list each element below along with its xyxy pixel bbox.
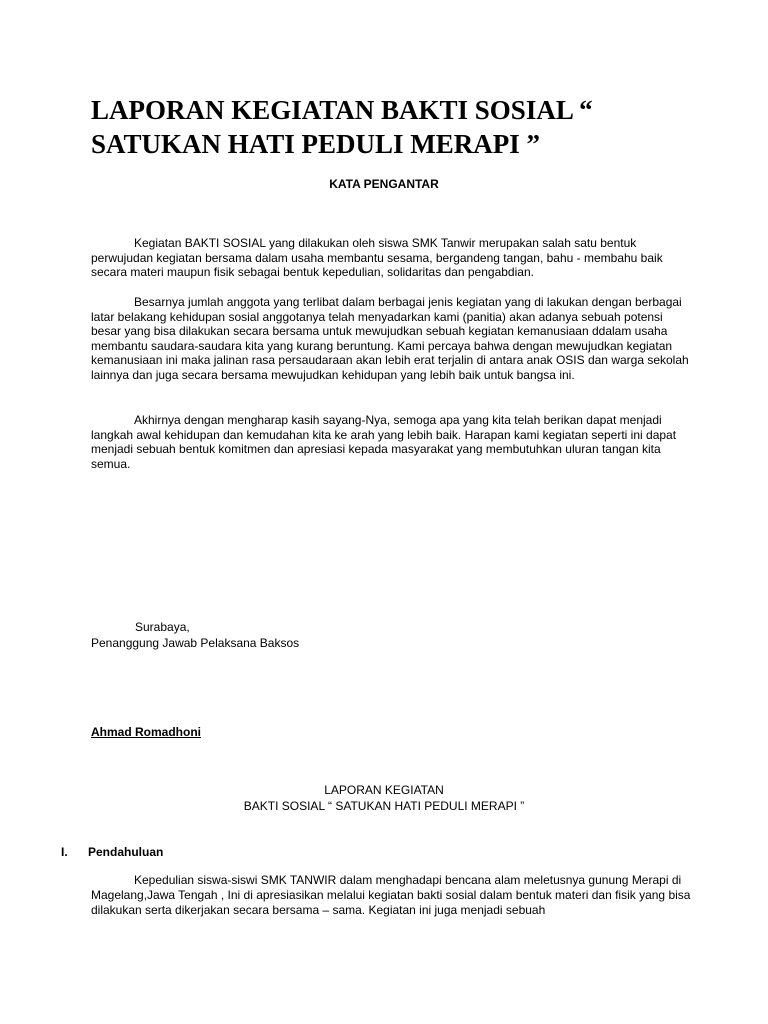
signature-role: Penanggung Jawab Pelaksana Baksos bbox=[91, 636, 300, 650]
section-number: I. bbox=[61, 845, 68, 859]
document-title bbox=[91, 93, 691, 161]
signature-place: Surabaya, bbox=[135, 620, 190, 634]
signer-name: Ahmad Romadhoni bbox=[91, 725, 201, 739]
report-heading-line-1: LAPORAN KEGIATAN bbox=[324, 783, 444, 797]
preface-paragraph-3: Akhirnya dengan mengharap kasih sayang-Nya, semoga apa yang kita telah berikan dapat menjadi langkah awal kehidupan dan kemudahan kita ke arah yang lebih baik. Harapan kami kegiatan seperti ini dapat menjadi sebuah bentuk komitmen dan apresiasi kepada masyarakat yang membutuhkan uluran tangan kita semua. bbox=[91, 413, 677, 471]
section-paragraph: Kepedulian siswa-siswi SMK TANWIR dalam menghadapi bencana alam meletusnya gunung Merapi di Magelang,Jawa Tengah , Ini di apresiasikan melalui kegiatan bakti sosial dalam bentuk materi dan fisik yang bisa dilakukan serta dikerjakan secara bersama – sama. Kegiatan ini juga menjadi sebuah bbox=[91, 873, 691, 917]
report-heading-line-2: BAKTI SOSIAL “ SATUKAN HATI PEDULI MERAPI ” bbox=[243, 799, 525, 813]
title-line-2: SATUKAN HATI PEDULI MERAPI ” bbox=[91, 129, 541, 159]
preface-paragraph-1: Kegiatan BAKTI SOSIAL yang dilakukan oleh siswa SMK Tanwir merupakan salah satu bentuk perwujudan kegiatan bersama dalam usaha membantu sesama, bergandeng tangan, bahu - membahu baik secara materi maupun fisik sebagai bentuk kepedulian, solidaritas dan pengabdian. bbox=[91, 236, 663, 280]
preface-heading: KATA PENGANTAR bbox=[329, 177, 439, 191]
section-title: Pendahuluan bbox=[88, 845, 164, 859]
title-line-1: LAPORAN KEGIATAN BAKTI SOSIAL “ bbox=[91, 95, 593, 125]
section-heading bbox=[61, 845, 163, 860]
preface-paragraph-2: Besarnya jumlah anggota yang terlibat dalam berbagai jenis kegiatan yang di lakukan dengan berbagai latar belakang kehidupan sosial anggotanya telah menyadarkan kami (panitia) akan adanya sebuah potensi besar yang bisa dilakukan secara bersama untuk mewujudkan sebuah kegiatan kemanusiaan ddalam usaha membantu saudara-saudara kita yang kurang beruntung. Kami percaya bahwa dengan mewujudkan kegiatan kemanusiaan ini maka jalinan rasa persaudaraan akan lebih erat terjalin di antara anak OSIS dan warga sekolah lainnya dan juga secara bersama mewujudkan kehidupan yang lebih baik untuk bangsa ini. bbox=[91, 295, 689, 382]
